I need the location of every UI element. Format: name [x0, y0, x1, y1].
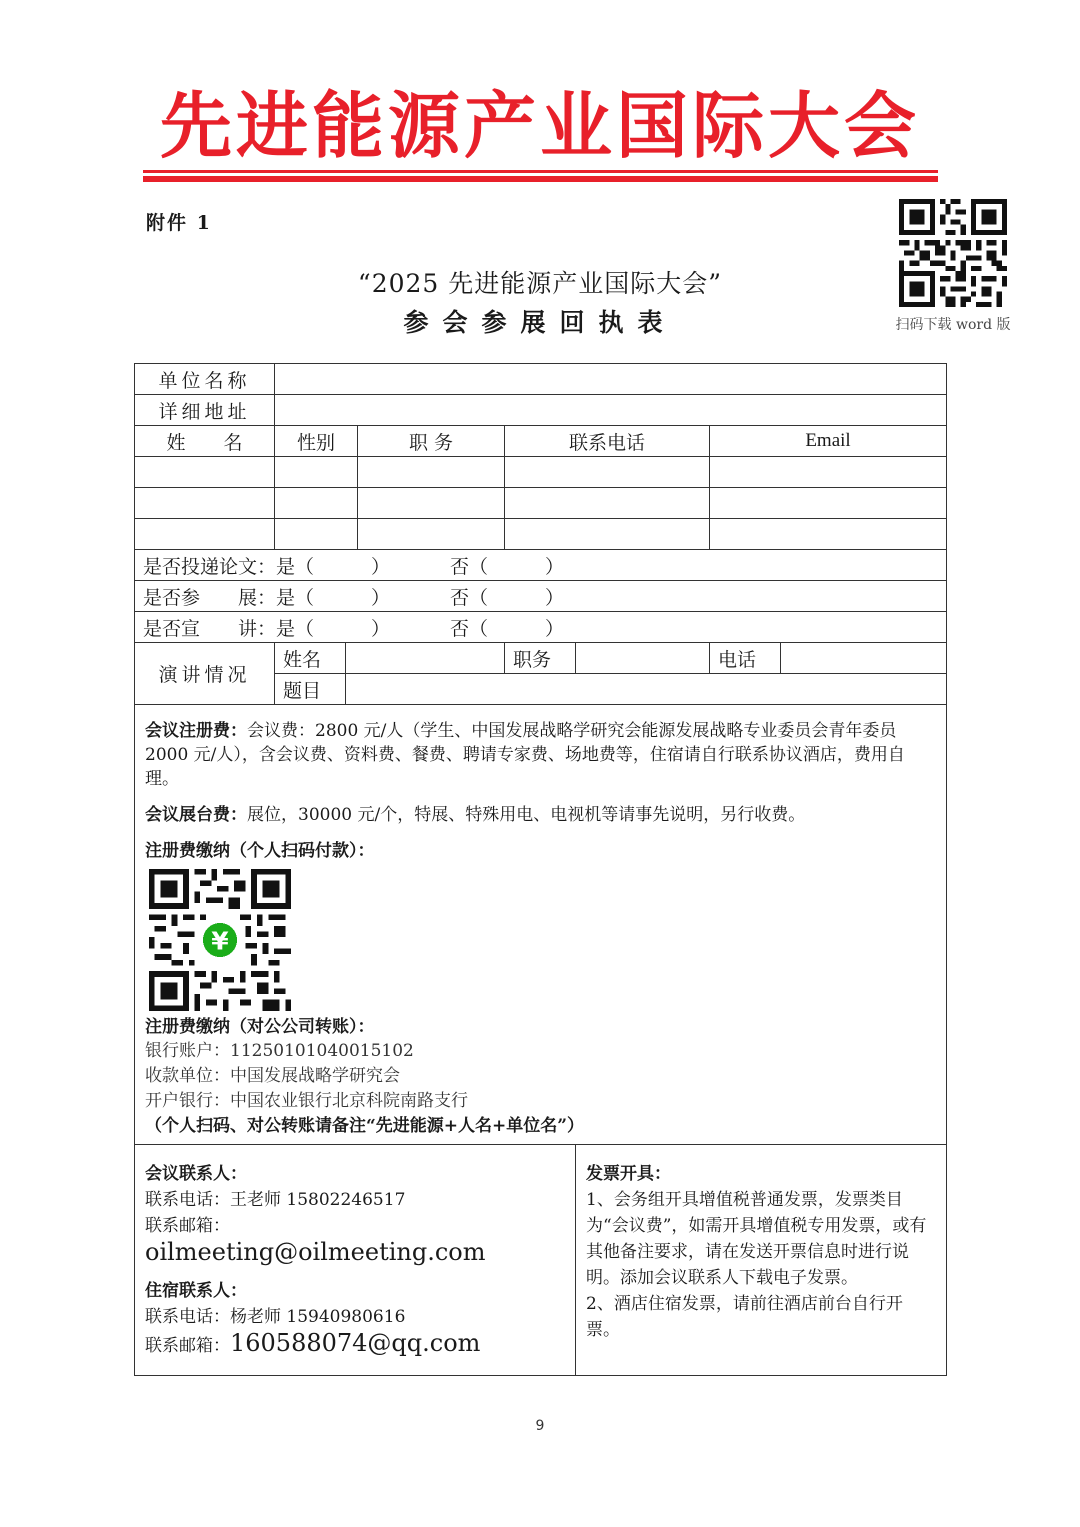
banner-rule-thin — [143, 170, 938, 173]
invoice-section — [576, 1145, 947, 1376]
fee-section — [135, 705, 947, 1145]
attendee-row — [135, 457, 947, 488]
booth-fee-label: 会议展台费： — [145, 805, 247, 825]
meeting-email-label: 联系邮箱： — [145, 1216, 230, 1236]
banner-rule-thick — [143, 176, 938, 182]
question-exhibit-label: 是否参 展： — [143, 586, 277, 609]
document-subtitle: 参会参展回执表 — [403, 308, 677, 337]
invoice-item-1: 1、会务组开具增值税普通发票，发票类目为“会议费”，如需开具增值税专用发票，或有其他备注要求，请在发送开票信息时进行说明。添加会议联系人下载电子发票。 — [586, 1190, 927, 1288]
booth-fee-text: 展位，30000 元/个，特展、特殊用电、电视机等请事先说明，另行收费。 — [247, 805, 806, 825]
hotel-email-label: 联系邮箱： — [145, 1336, 230, 1356]
contacts-section — [135, 1145, 576, 1376]
bank-account: 银行账户：11250101040015102 — [145, 1041, 414, 1061]
meeting-email-link[interactable]: oilmeeting@oilmeeting.com — [145, 1238, 486, 1266]
col-header-name: 姓 名 — [135, 426, 275, 457]
address-label: 详细地址 — [135, 395, 275, 426]
page-number: 9 — [535, 1418, 545, 1434]
reg-fee-label: 会议注册费： — [145, 721, 247, 741]
col-header-gender: 性别 — [275, 426, 358, 457]
attendee-phone-cell[interactable] — [505, 457, 710, 488]
question-paper-yes[interactable]: 是（ ） — [276, 555, 391, 578]
conference-banner-title: 先进能源产业国际大会 — [159, 84, 920, 168]
question-speech-no[interactable]: 否（ ） — [450, 617, 565, 640]
speech-position-label: 职务 — [505, 643, 576, 674]
meeting-contact-phone: 联系电话：王老师 15802246517 — [145, 1190, 406, 1210]
question-paper[interactable] — [135, 550, 947, 581]
speech-topic-label: 题目 — [275, 674, 346, 705]
hotel-email-link[interactable]: 160588074@qq.com — [230, 1329, 481, 1357]
document-title: “2025 先进能源产业国际大会” — [357, 269, 723, 298]
col-header-phone: 联系电话 — [505, 426, 710, 457]
payment-qr-icon[interactable] — [149, 869, 291, 1011]
org-name-field[interactable] — [275, 364, 947, 395]
meeting-contact-label: 会议联系人： — [145, 1164, 247, 1184]
attendee-position-cell[interactable] — [358, 519, 505, 550]
question-exhibit-no[interactable]: 否（ ） — [450, 586, 565, 609]
speech-phone-label: 电话 — [710, 643, 781, 674]
personal-pay-label: 注册费缴纳（个人扫码付款）： — [145, 841, 375, 861]
hotel-contact-phone: 联系电话：杨老师 15940980616 — [145, 1307, 406, 1327]
question-exhibit-yes[interactable]: 是（ ） — [276, 586, 391, 609]
attendee-name-cell[interactable] — [135, 488, 275, 519]
hotel-contact-label: 住宿联系人： — [145, 1281, 247, 1301]
speech-position-field[interactable] — [576, 643, 710, 674]
question-speech[interactable] — [135, 612, 947, 643]
speech-topic-field[interactable] — [346, 674, 947, 705]
question-paper-no[interactable]: 否（ ） — [450, 555, 565, 578]
attendee-name-cell[interactable] — [135, 457, 275, 488]
attendee-gender-cell[interactable] — [275, 519, 358, 550]
question-exhibit[interactable] — [135, 581, 947, 612]
speech-name-label: 姓名 — [275, 643, 346, 674]
col-header-email: Email — [710, 426, 947, 457]
svg-text:¥: ¥ — [211, 926, 229, 956]
attendee-email-cell[interactable] — [710, 488, 947, 519]
col-header-position: 职 务 — [358, 426, 505, 457]
speech-phone-field[interactable] — [781, 643, 947, 674]
payee: 收款单位：中国发展战略学研究会 — [145, 1066, 400, 1086]
question-speech-yes[interactable]: 是（ ） — [276, 617, 391, 640]
attendee-position-cell[interactable] — [358, 457, 505, 488]
attendee-gender-cell[interactable] — [275, 488, 358, 519]
speech-name-field[interactable] — [346, 643, 505, 674]
attendee-name-cell[interactable] — [135, 519, 275, 550]
reg-fee-text: 会议费：2800 元/人（学生、中国发展战略学研究会能源发展战略专业委员会青年委员 2000 元/人），含会议费、资料费、餐费、聘请专家费、场地费等，住宿请自行联系协议酒店，费用自理。 — [145, 721, 905, 789]
attendee-gender-cell[interactable] — [275, 457, 358, 488]
attendee-phone-cell[interactable] — [505, 488, 710, 519]
attendee-row — [135, 519, 947, 550]
invoice-item-2: 2、酒店住宿发票，请前往酒店前台自行开票。 — [586, 1294, 903, 1340]
attendee-email-cell[interactable] — [710, 457, 947, 488]
attendee-phone-cell[interactable] — [505, 519, 710, 550]
corporate-pay-label: 注册费缴纳（对公公司转账）： — [145, 1017, 375, 1037]
attachment-label: 附件 1 — [146, 212, 212, 234]
payment-note: （个人扫码、对公转账请备注“先进能源+人名+单位名”） — [145, 1116, 585, 1136]
address-field[interactable] — [275, 395, 947, 426]
speech-section-label: 演讲情况 — [135, 643, 275, 705]
attendee-row — [135, 488, 947, 519]
attendee-email-cell[interactable] — [710, 519, 947, 550]
question-paper-label: 是否投递论文： — [143, 555, 277, 578]
invoice-label: 发票开具： — [586, 1164, 671, 1184]
org-name-label: 单位名称 — [135, 364, 275, 395]
bank-name: 开户银行：中国农业银行北京科院南路支行 — [145, 1091, 468, 1111]
registration-form — [134, 363, 947, 1376]
qr-caption: 扫码下载 word 版 — [895, 317, 1011, 333]
question-speech-label: 是否宣 讲： — [143, 617, 277, 640]
attendee-position-cell[interactable] — [358, 488, 505, 519]
